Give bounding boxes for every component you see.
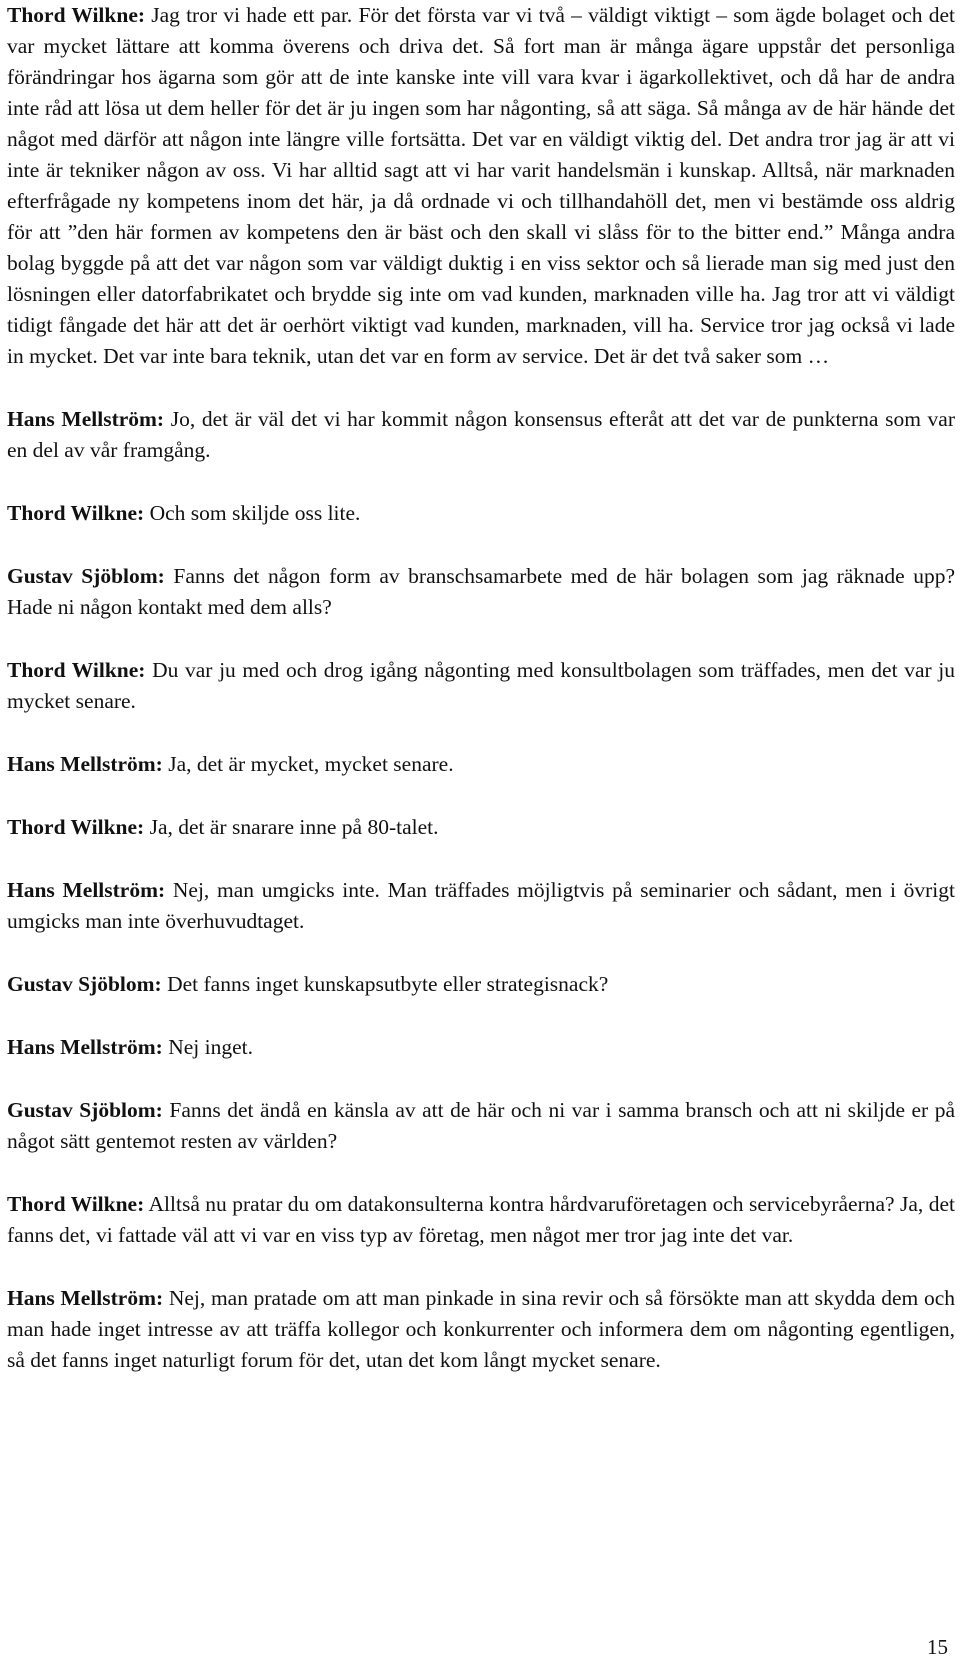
transcript-turn (7, 561, 955, 623)
speaker-name: Gustav Sjöblom: (7, 1098, 163, 1122)
turn-text: Nej inget. (168, 1035, 254, 1059)
turn-text: Ja, det är snarare inne på 80-talet. (149, 815, 439, 839)
speaker-name: Gustav Sjöblom: (7, 564, 165, 588)
turn-text: Nej, man pratade om att man pinkade in sina revir och så försökte man att skydda dem och man hade inget intresse av att träffa kollegor och konkurrenter och informera dem om någonting egentligen, så det fanns inget naturligt forum för det, utan det kom långt mycket senare. (7, 1286, 956, 1372)
speaker-name: Hans Mellström: (7, 878, 166, 902)
speaker-name: Hans Mellström: (7, 1286, 164, 1310)
transcript-turn (7, 655, 955, 717)
turn-text: Du var ju med och drog igång någonting med konsultbolagen som träffades, men det var ju mycket senare. (7, 658, 955, 713)
speaker-name: Hans Mellström: (7, 1035, 163, 1059)
turn-text: Fanns det ändå en känsla av att de här och ni var i samma bransch och att ni skiljde er på något sätt gentemot resten av världen? (7, 1098, 956, 1153)
transcript-turn (7, 498, 955, 529)
turn-text: Jag tror vi hade ett par. För det första var vi två – väldigt viktigt – som ägde bolaget och det var mycket lättare att komma överens och driva det. Så fort man är många ägare uppstår det personliga förändringar hos ägarna som gör att de inte kanske inte vill vara kvar i ägarkollektivet, och då har de andra inte råd att lösa ut dem heller för det är ju ingen som har någonting, så att säga. Så många av de här hände det något med därför att någon inte längre ville fortsätta. Det var en väldigt viktig del. Det andra tror jag är att vi inte är tekniker någon av oss. Vi har alltid sagt att vi har varit handelsmän i kunskap. Alltså, när marknaden efterfrågade ny kompetens inom det här, ja då ordnade vi och tillhandahöll det, men vi bestämde oss aldrig för att ”den här formen av kompetens den är bäst och den skall vi slåss för to the bitter end.” Många andra bolag byggde på att det var någon som var väldigt duktig i en viss sektor och så lierade man sig med just den lösningen eller datorfabrikatet och brydde sig inte om vad kunden, marknaden ville ha. Jag tror att vi väldigt tidigt fångade det här att det är oerhört viktigt vad kunden, marknaden, vill ha. Service tror jag också vi lade in mycket. Det var inte bara teknik, utan det var en form av service. Det är det två saker som … (7, 3, 955, 368)
transcript-turn (7, 0, 955, 372)
turn-text: Jo, det är väl det vi har kommit någon konsensus efteråt att det var de punkterna som var en del av vår framgång. (7, 407, 955, 462)
speaker-name: Gustav Sjöblom: (7, 972, 162, 996)
transcript-turn (7, 1032, 955, 1063)
transcript-turn (7, 812, 955, 843)
transcript-turn (7, 875, 955, 937)
speaker-name: Thord Wilkne: (7, 501, 145, 525)
transcript-turn (7, 969, 955, 1000)
transcript-turn (7, 1189, 955, 1251)
speaker-name: Thord Wilkne: (7, 658, 146, 682)
speaker-name: Hans Mellström: (7, 407, 165, 431)
speaker-name: Thord Wilkne: (7, 815, 145, 839)
transcript-turn (7, 1283, 955, 1376)
transcript-turn (7, 1095, 955, 1157)
turn-text: Och som skiljde oss lite. (149, 501, 361, 525)
transcript-turn (7, 749, 955, 780)
turn-text: Alltså nu pratar du om datakonsulterna kontra hårdvaruföretagen och servicebyråerna? Ja, det fanns det, vi fattade väl att vi var en viss typ av företag, men något mer tror jag inte det var. (7, 1192, 955, 1247)
turn-text: Nej, man umgicks inte. Man träffades möjligtvis på seminarier och sådant, men i övrigt umgicks man inte överhuvudtaget. (7, 878, 955, 933)
turn-text: Fanns det någon form av branschsamarbete med de här bolagen som jag räknade upp? Hade ni någon kontakt med dem alls? (7, 564, 956, 619)
transcript-turn (7, 404, 955, 466)
speaker-name: Thord Wilkne: (7, 3, 146, 27)
speaker-name: Thord Wilkne: (7, 1192, 145, 1216)
turn-text: Det fanns inget kunskapsutbyte eller strategisnack? (167, 972, 609, 996)
speaker-name: Hans Mellström: (7, 752, 163, 776)
transcript (7, 0, 955, 1408)
page-number: 15 (927, 1635, 948, 1659)
turn-text: Ja, det är mycket, mycket senare. (168, 752, 454, 776)
